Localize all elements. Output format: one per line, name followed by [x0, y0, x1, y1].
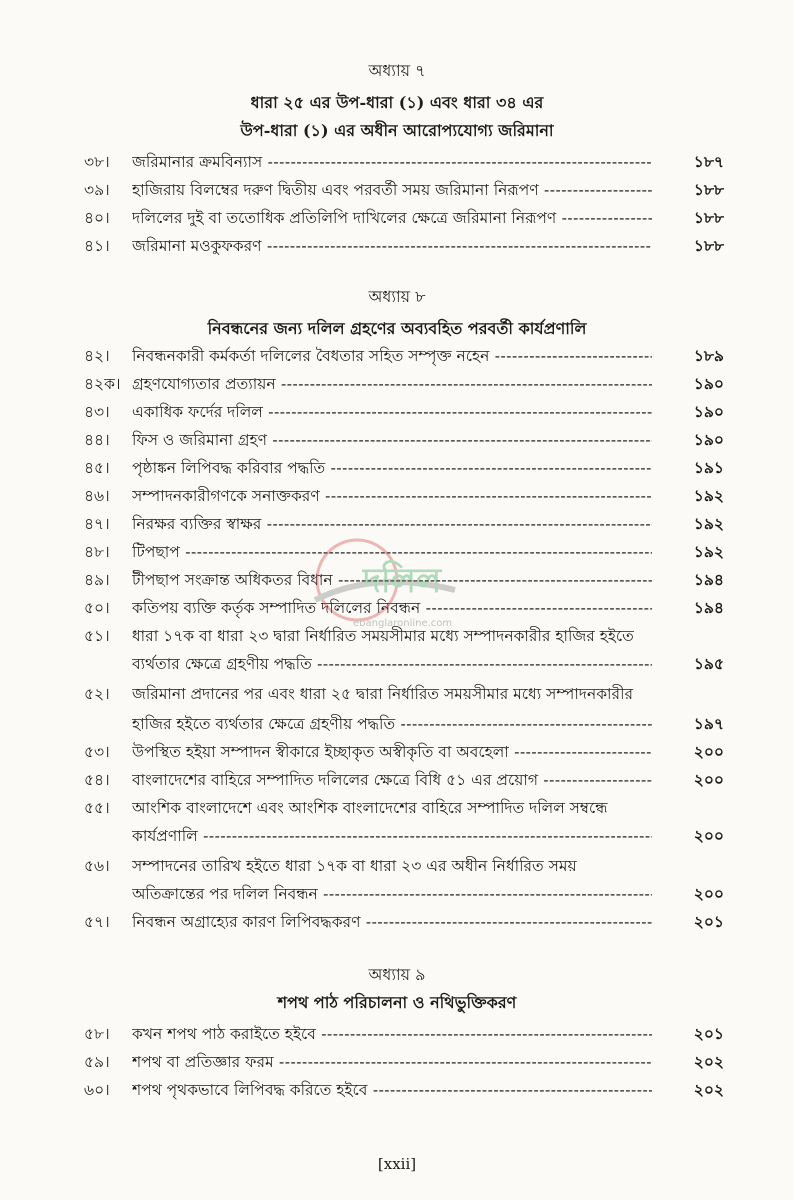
- entry-title: জরিমানা প্রদানের পর এবং ধারা ২৫ দ্বারা নির্ধারিত সময়সীমার মধ্যে সম্পাদনকারীর: [132, 685, 634, 703]
- toc-entry-continuation[interactable]: [84, 882, 724, 910]
- toc-entry[interactable]: [84, 854, 724, 882]
- entry-title: জরিমানার ক্রমবিন্যাস -----: [132, 150, 652, 176]
- entry-number: ৬০।: [84, 1081, 110, 1099]
- toc-entry[interactable]: [84, 372, 724, 400]
- chapter-9-title: অধ্যায় ৯: [368, 965, 426, 984]
- entry-title: ফিস ও জরিমানা গ্রহণ -----: [132, 428, 652, 454]
- entry-page: ২০১: [693, 1024, 724, 1043]
- entry-title: ধারা ১৭ক বা ধারা ২৩ দ্বারা নির্ধারিত সময়সীমার মধ্যে সম্পাদনকারীর হাজির হইতে: [132, 627, 634, 645]
- entry-title: কতিপয় ব্যক্তি কর্তৃক সম্পাদিত দলিলের নিবন্ধন -----: [132, 596, 652, 622]
- entry-page: ২০০: [693, 742, 724, 761]
- entry-number: ৪৫।: [84, 459, 110, 477]
- toc-entry[interactable]: [84, 234, 724, 262]
- entry-page: ২০২: [693, 1052, 724, 1071]
- entry-title: শপথ পৃথকভাবে লিপিবদ্ধ করিতে হইবে -----: [132, 1078, 652, 1104]
- entry-number: ৩৮।: [84, 153, 110, 171]
- entry-page: ২০০: [693, 826, 724, 845]
- watermark-url: ebanglaronline.com: [353, 618, 453, 629]
- entry-number: ৩৯।: [84, 181, 110, 199]
- watermark-logo: [305, 530, 465, 640]
- entry-number: ৪৪।: [84, 431, 110, 449]
- entry-title: জরিমানা মওকুফকরণ -----: [132, 234, 652, 260]
- toc-entry-continuation[interactable]: [84, 652, 724, 680]
- chapter-9-heading: শপথ পাঠ পরিচালনা ও নথিভুক্তিকরণ: [277, 993, 517, 1012]
- entry-title: নিরক্ষর ব্যক্তির স্বাক্ষর -----: [132, 512, 652, 538]
- chapter-8-title: অধ্যায় ৮: [368, 287, 426, 306]
- entry-page: ১৯২: [693, 514, 724, 533]
- entry-title: বাংলাদেশের বাহিরে সম্পাদিত দলিলের ক্ষেত্রে বিধি ৫১ এর প্রয়োগ -----: [132, 768, 652, 794]
- toc-entry[interactable]: [84, 150, 724, 178]
- entry-number: ৫১।: [84, 627, 110, 645]
- entry-number: ৪৬।: [84, 487, 110, 505]
- entry-page: ২০২: [693, 1080, 724, 1099]
- entry-page: ১৮৯: [693, 346, 724, 365]
- entry-title-continuation: ব্যর্থতার ক্ষেত্রে গ্রহণীয় পদ্ধতি -----: [132, 652, 652, 678]
- entry-page: ১৯৪: [693, 570, 724, 589]
- entry-title: টীপছাপ সংক্রান্ত অধিকতর বিধান -----: [132, 568, 652, 594]
- entry-title: আংশিক বাংলাদেশে এবং আংশিক বাংলাদেশের বাহিরে সম্পাদিত দলিল সম্বন্ধে: [132, 799, 608, 817]
- entry-page: ১৮৮: [693, 236, 724, 255]
- entry-page: ২০১: [693, 912, 724, 931]
- entry-title: সম্পাদনকারীগণকে সনাক্তকরণ -----: [132, 484, 652, 510]
- entry-page: ১৮৮: [693, 180, 724, 199]
- entry-title: কখন শপথ পাঠ করাইতে হইবে -----: [132, 1022, 652, 1048]
- entry-page: ১৯১: [693, 458, 724, 477]
- entry-title: গ্রহণযোগ্যতার প্রত্যায়ন -----: [132, 372, 652, 398]
- entry-page: ১৯২: [693, 542, 724, 561]
- entry-page: ১৮৭: [693, 152, 724, 171]
- entry-number: ৪২ক।: [84, 375, 121, 393]
- entry-title: নিবন্ধনকারী কর্মকর্তা দলিলের বৈধতার সহিত সম্পৃক্ত নহেন -----: [132, 344, 652, 370]
- entry-page: ১৯৫: [693, 654, 724, 673]
- chapter-8-heading: নিবন্ধনের জন্য দলিল গ্রহণের অব্যবহিত পরবর্তী কার্যপ্রণালি: [207, 319, 587, 338]
- entry-number: ৫৪।: [84, 771, 110, 789]
- entry-page: ১৯৪: [693, 598, 724, 617]
- toc-entry[interactable]: [84, 206, 724, 234]
- entry-number: ৫৮।: [84, 1025, 110, 1043]
- toc-entry[interactable]: [84, 740, 724, 768]
- toc-entry-continuation[interactable]: [84, 712, 724, 740]
- entry-title: টিপছাপ -----: [132, 540, 652, 566]
- page-folio: [xxii]: [377, 1155, 417, 1173]
- chapter-7-heading-line-1: ধারা ২৫ এর উপ-ধারা (১) এবং ধারা ৩৪ এর: [250, 93, 544, 112]
- toc-entry[interactable]: [84, 1078, 724, 1106]
- entry-page: ১৯৭: [693, 714, 724, 733]
- chapter-7-heading-line-2: উপ-ধারা (১) এর অধীন আরোপ্যযোগ্য জরিমানা: [240, 121, 554, 140]
- entry-number: ৪৯।: [84, 571, 110, 589]
- entry-title: পৃষ্ঠাঙ্কন লিপিবদ্ধ করিবার পদ্ধতি -----: [132, 456, 652, 482]
- entry-page: ১৮৮: [693, 208, 724, 227]
- entry-title: হাজিরায় বিলম্বের দরুণ দ্বিতীয় এবং পরবর্তী সময় জরিমানা নিরূপণ -----: [132, 178, 652, 204]
- entry-page: ১৯০: [693, 402, 724, 421]
- entry-page: ১৯০: [693, 430, 724, 449]
- toc-entry[interactable]: [84, 178, 724, 206]
- toc-entry[interactable]: [84, 456, 724, 484]
- toc-entry[interactable]: [84, 1022, 724, 1050]
- toc-entry-continuation[interactable]: [84, 824, 724, 852]
- entry-number: ৪২।: [84, 347, 110, 365]
- entry-page: ১৯০: [693, 374, 724, 393]
- entry-page: ২০০: [693, 770, 724, 789]
- entry-title: দলিলের দুই বা ততোধিক প্রতিলিপি দাখিলের ক্ষেত্রে জরিমানা নিরূপণ -----: [132, 206, 652, 232]
- toc-entry[interactable]: [84, 1050, 724, 1078]
- entry-title: নিবন্ধন অগ্রাহ্যের কারণ লিপিবদ্ধকরণ -----: [132, 910, 652, 936]
- toc-entry[interactable]: [84, 768, 724, 796]
- toc-entry[interactable]: [84, 796, 724, 824]
- entry-page: ১৯২: [693, 486, 724, 505]
- toc-entry[interactable]: [84, 682, 724, 710]
- entry-number: ৪৭।: [84, 515, 110, 533]
- entry-title-continuation: অতিক্রান্তের পর দলিল নিবন্ধন -----: [132, 882, 652, 908]
- entry-number: ৪০।: [84, 209, 110, 227]
- chapter-7-title: অধ্যায় ৭: [368, 61, 426, 80]
- entry-number: ৫০।: [84, 599, 110, 617]
- entry-number: ৪৩।: [84, 403, 110, 421]
- entry-title: শপথ বা প্রতিজ্ঞার ফরম -----: [132, 1050, 652, 1076]
- toc-entry[interactable]: [84, 484, 724, 512]
- entry-number: ৫৬।: [84, 857, 110, 875]
- entry-title: একাধিক ফর্দের দলিল -----: [132, 400, 652, 426]
- entry-number: ৫৫।: [84, 799, 110, 817]
- entry-number: ৫২।: [84, 685, 110, 703]
- entry-page: ২০০: [693, 884, 724, 903]
- entry-number: ৫৭।: [84, 913, 110, 931]
- toc-entry[interactable]: [84, 344, 724, 372]
- toc-entry[interactable]: [84, 910, 724, 938]
- watermark-logo-text: দলিল: [363, 561, 442, 601]
- entry-number: ৫৩।: [84, 743, 110, 761]
- entry-number: ৪১।: [84, 237, 110, 255]
- toc-entry[interactable]: [84, 400, 724, 428]
- entry-number: ৫৯।: [84, 1053, 110, 1071]
- entry-title-continuation: কার্যপ্রণালি -----: [132, 824, 652, 850]
- entry-number: ৪৮।: [84, 543, 110, 561]
- entry-title: সম্পাদনের তারিখ হইতে ধারা ১৭ক বা ধারা ২৩ এর অধীন নির্ধারিত সময়: [132, 857, 577, 875]
- toc-entry[interactable]: [84, 428, 724, 456]
- entry-title: উপস্থিত হইয়া সম্পাদন স্বীকারে ইচ্ছাকৃত অস্বীকৃতি বা অবহেলা -----: [132, 740, 652, 766]
- watermark-logo-icon: [305, 530, 465, 640]
- entry-title-continuation: হাজির হইতে ব্যর্থতার ক্ষেত্রে গ্রহণীয় পদ্ধতি -----: [132, 712, 652, 738]
